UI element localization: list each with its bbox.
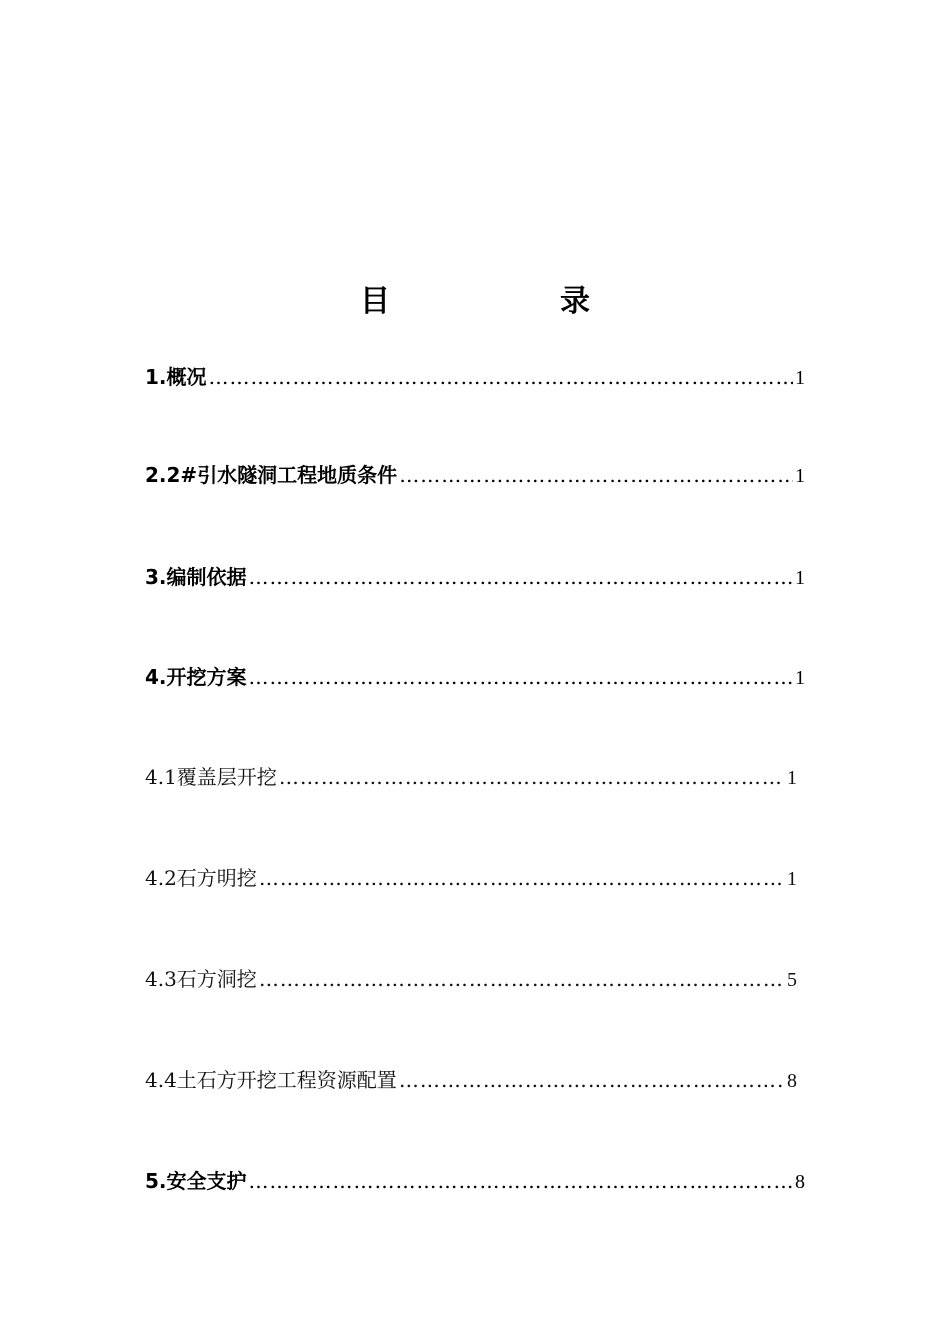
toc-entry-page: 8 [795, 1171, 805, 1193]
toc-entry[interactable] [145, 964, 797, 994]
toc-entry-label: 4.开挖方案 [145, 665, 247, 689]
toc-entry[interactable] [145, 662, 805, 692]
toc-entry-page: 1 [795, 567, 805, 589]
toc-entry-page: 1 [787, 767, 797, 789]
toc-leader-dots [279, 762, 785, 792]
toc-entry-label: 2.2#引水隧洞工程地质条件 [145, 463, 398, 487]
toc-entry[interactable] [145, 1166, 805, 1196]
toc-leader-dots [399, 460, 793, 490]
toc-entry-page: 1 [787, 868, 797, 890]
toc-entry[interactable] [145, 762, 797, 792]
toc-entry[interactable] [145, 460, 805, 490]
toc-entry-page: 5 [787, 969, 797, 991]
toc-entry-page: 1 [795, 667, 805, 689]
toc-entry-label: 4.2石方明挖 [145, 866, 257, 890]
toc-leader-dots [249, 1166, 793, 1196]
toc-entry-page: 8 [787, 1070, 797, 1092]
toc-leader-dots [399, 1065, 785, 1095]
toc-leader-dots [249, 662, 793, 692]
toc-entry-label: 5.安全支护 [145, 1169, 247, 1193]
toc-entry[interactable] [145, 562, 805, 592]
toc-entry-page: 1 [795, 465, 805, 487]
toc-entry-label: 4.4土石方开挖工程资源配置 [145, 1068, 397, 1092]
toc-entry[interactable] [145, 863, 797, 893]
toc-entry-page: 1 [795, 367, 805, 389]
toc-entry-label: 3.编制依据 [145, 565, 247, 589]
toc-leader-dots [209, 362, 793, 392]
toc-entry[interactable] [145, 1065, 797, 1095]
toc-entry-label: 4.1覆盖层开挖 [145, 765, 277, 789]
toc-leader-dots [259, 964, 785, 994]
toc-title: 目 录 [360, 284, 660, 319]
toc-leader-dots [259, 863, 785, 893]
toc-entry-label: 4.3石方洞挖 [145, 967, 257, 991]
toc-entry-label: 1.概况 [145, 365, 207, 389]
toc-leader-dots [249, 562, 793, 592]
toc-entry[interactable] [145, 362, 805, 392]
